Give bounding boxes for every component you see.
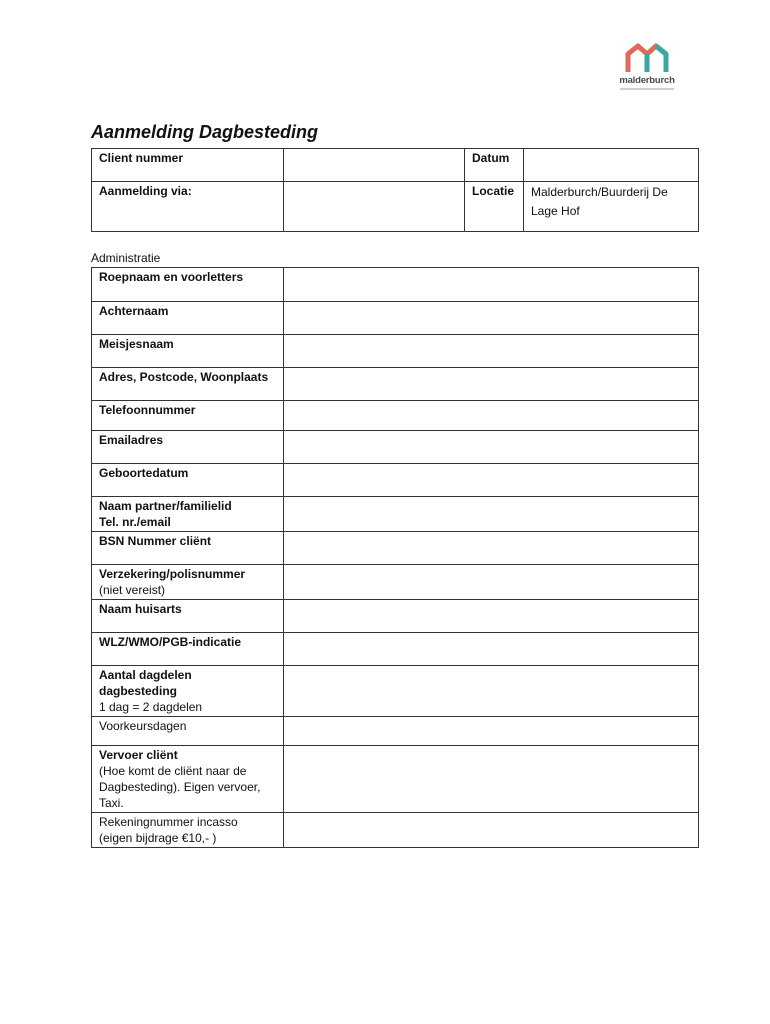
voorkeursdagen-field[interactable] — [284, 717, 699, 746]
huisarts-field[interactable] — [284, 600, 699, 633]
verzekering-field[interactable] — [284, 565, 699, 600]
dagdelen-label — [92, 666, 284, 717]
datum-label: Datum — [465, 149, 524, 182]
bsn-field[interactable] — [284, 532, 699, 565]
malderburch-logo — [612, 42, 682, 92]
verzekering-label-line1: Verzekering/polisnummer — [99, 567, 246, 581]
telefoon-field[interactable] — [284, 401, 699, 431]
dagdelen-label-line1: Aantal dagdelen — [99, 668, 192, 682]
adres-label: Adres, Postcode, Woonplaats — [92, 368, 284, 401]
voorkeursdagen-label: Voorkeursdagen — [92, 717, 284, 746]
email-label: Emailadres — [92, 431, 284, 464]
roepnaam-field[interactable] — [284, 268, 699, 302]
locatie-value: Malderburch/Buurderij De Lage Hof — [524, 182, 699, 232]
rekening-label — [92, 813, 284, 848]
verzekering-note: (niet vereist) — [99, 583, 166, 597]
indicatie-label: WLZ/WMO/PGB-indicatie — [92, 633, 284, 666]
top-table — [91, 148, 699, 232]
rekening-label-line1: Rekeningnummer incasso — [99, 815, 238, 829]
roepnaam-label: Roepnaam en voorletters — [92, 268, 284, 302]
achternaam-field[interactable] — [284, 302, 699, 335]
partner-label-line1: Naam partner/familielid — [99, 499, 232, 513]
telefoon-label: Telefoonnummer — [92, 401, 284, 431]
indicatie-field[interactable] — [284, 633, 699, 666]
aanmelding-via-field[interactable] — [284, 182, 465, 232]
partner-label — [92, 497, 284, 532]
datum-field[interactable] — [524, 149, 699, 182]
dagdelen-note: 1 dag = 2 dagdelen — [99, 700, 203, 714]
vervoer-label — [92, 746, 284, 813]
page-title: Aanmelding Dagbesteding — [91, 122, 319, 142]
client-nummer-field[interactable] — [284, 149, 465, 182]
meisjesnaam-field[interactable] — [284, 335, 699, 368]
bsn-label: BSN Nummer cliënt — [92, 532, 284, 565]
logo-wordmark: malderburch — [619, 75, 675, 86]
vervoer-field[interactable] — [284, 746, 699, 813]
logo-tagline — [620, 88, 674, 90]
house-logo-icon — [624, 42, 670, 74]
geboortedatum-label: Geboortedatum — [92, 464, 284, 497]
email-field[interactable] — [284, 431, 699, 464]
huisarts-label: Naam huisarts — [92, 600, 284, 633]
dagdelen-field[interactable] — [284, 666, 699, 717]
vervoer-note: (Hoe komt de cliënt naar de Dagbesteding). Eigen vervoer, Taxi. — [99, 764, 261, 810]
rekening-field[interactable] — [284, 813, 699, 848]
achternaam-label: Achternaam — [92, 302, 284, 335]
verzekering-label — [92, 565, 284, 600]
aanmelding-via-label: Aanmelding via: — [92, 182, 284, 232]
administratie-table — [91, 267, 699, 848]
vervoer-label-line1: Vervoer cliënt — [99, 748, 178, 762]
geboortedatum-field[interactable] — [284, 464, 699, 497]
meisjesnaam-label: Meisjesnaam — [92, 335, 284, 368]
client-nummer-label: Client nummer — [92, 149, 284, 182]
adres-field[interactable] — [284, 368, 699, 401]
locatie-label: Locatie — [465, 182, 524, 232]
rekening-note: (eigen bijdrage €10,- ) — [99, 831, 217, 845]
partner-label-line2: Tel. nr./email — [99, 515, 171, 529]
partner-field[interactable] — [284, 497, 699, 532]
section-administratie: Administratie — [91, 251, 161, 265]
dagdelen-label-line2: dagbesteding — [99, 684, 178, 698]
